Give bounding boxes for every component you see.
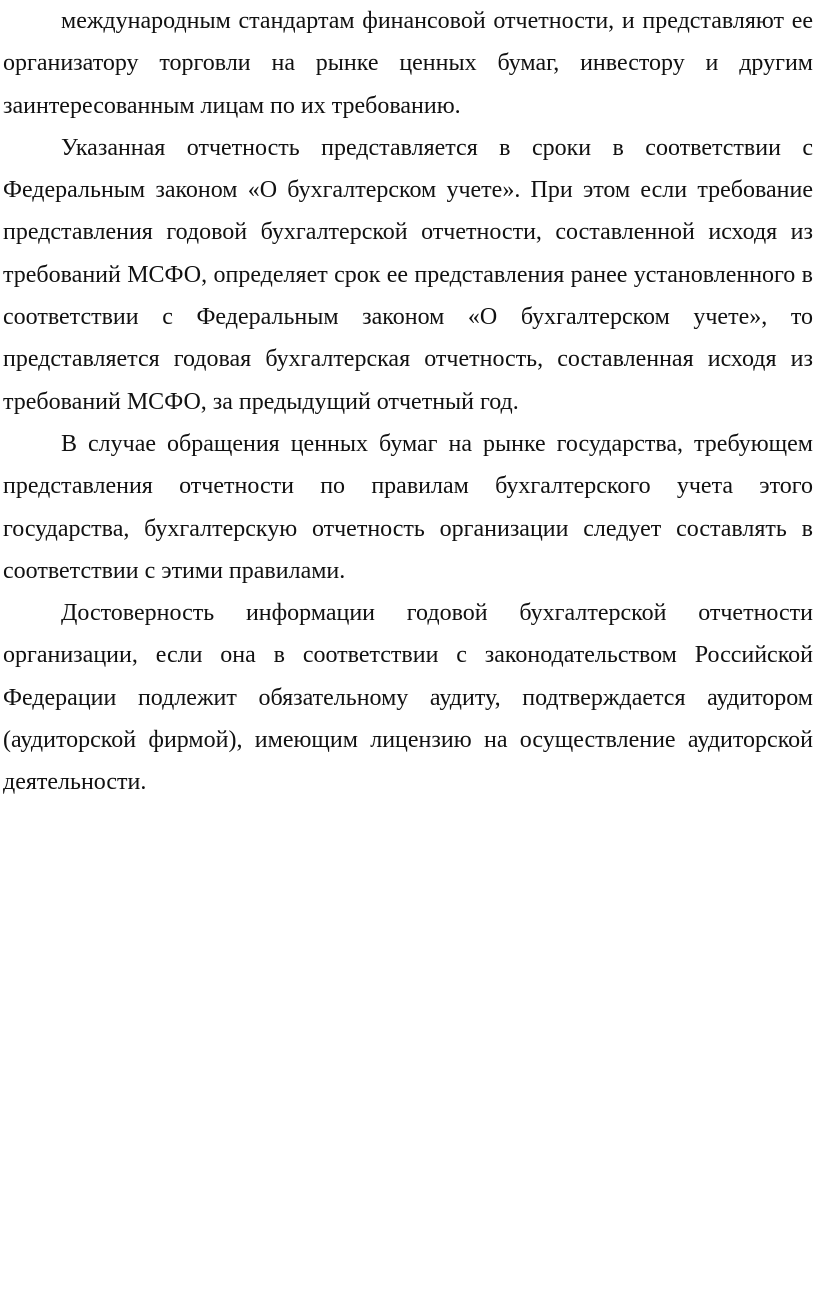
paragraph-audit-reliability: Достоверность информации годовой бухгалтерской отчетности организации, если она в соответствии с законодательством Российской Федерации подлежит обязательному аудиту, подтверждается аудитором (аудиторской фирмой), имеющим лицензию на осуществление аудиторской деятельности. (3, 600, 813, 796)
paragraph-foreign-securities: В случае обращения ценных бумаг на рынке государства, требующем представления отчетности по правилам бухгалтерского учета этого государства, бухгалтерскую отчетность организации следует составлять в соответствии с этими правилами. (3, 430, 813, 584)
document-body (3, 0, 813, 804)
paragraph-continuation: международным стандартам финансовой отчетности, и представляют ее организатору торговли на рынке ценных бумаг, инвестору и другим заинтересованным лицам по их требованию. (3, 8, 813, 119)
paragraph-reporting-deadlines: Указанная отчетность представляется в сроки в соответствии с Федеральным законом «О бухгалтерском учете». При этом если требование представления годовой бухгалтерской отчетности, составленной исходя из требований МСФО, определяет срок ее представления ранее установленного в соответствии с Федеральным законом «О бухгалтерском учете», то представляется годовая бухгалтерская отчетность, составленная исходя из требований МСФО, за предыдущий отчетный год. (3, 134, 813, 415)
